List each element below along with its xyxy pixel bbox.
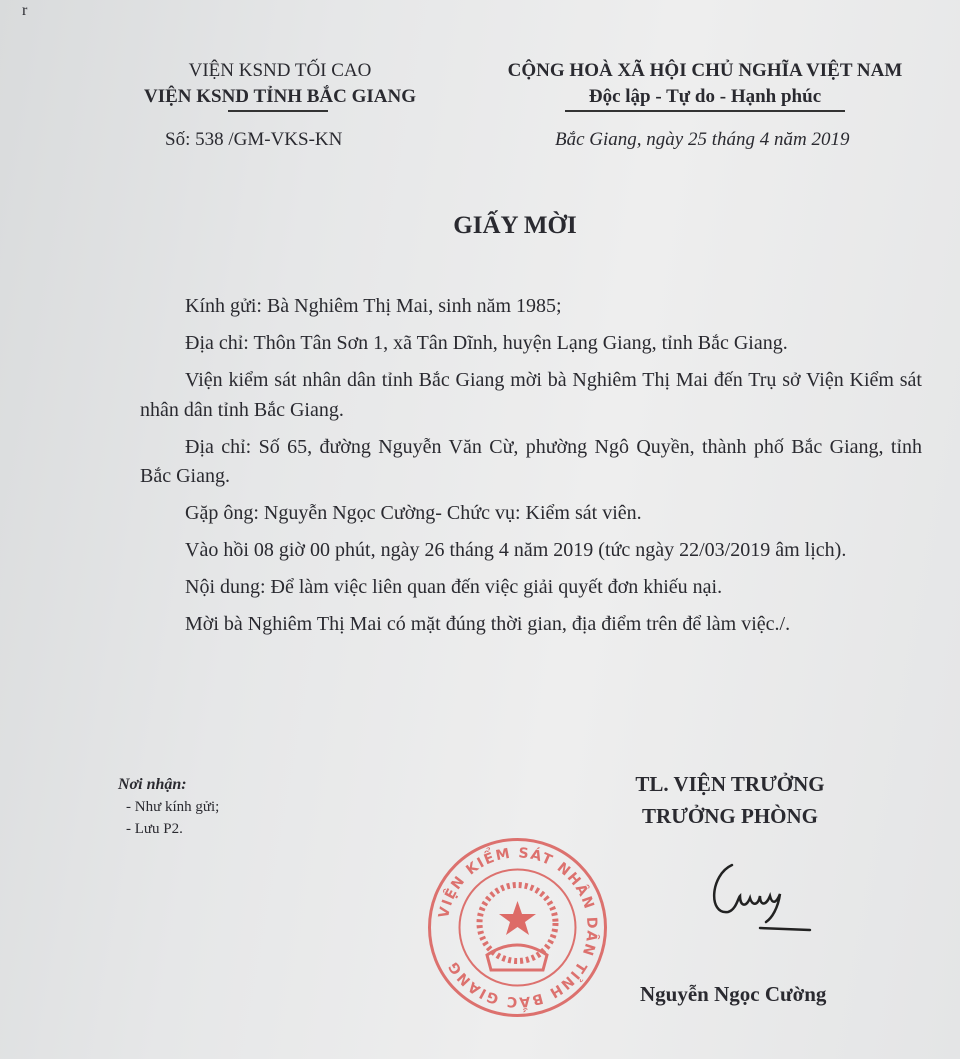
paragraph: Kính gửi: Bà Nghiêm Thị Mai, sinh năm 1985;: [185, 295, 562, 317]
signature-line2: TRƯỞNG PHÒNG: [642, 804, 818, 828]
paragraph: Địa chỉ: Số 65, đường Nguyễn Văn Cừ, phường Ngô Quyền, thành phố Bắc Giang, tỉnh Bắc Giang.: [140, 435, 922, 487]
paragraph: Gặp ông: Nguyễn Ngọc Cường- Chức vụ: Kiểm sát viên.: [185, 502, 642, 524]
agency-name: VIỆN KSND TỈNH BẮC GIANG: [143, 86, 417, 107]
header-left: [100, 58, 460, 110]
paragraph: Mời bà Nghiêm Thị Mai có mặt đúng thời gian, địa điểm trên để làm việc./.: [185, 613, 791, 635]
recipients-label: Nơi nhận:: [118, 776, 187, 793]
paragraph: Viện kiểm sát nhân dân tỉnh Bắc Giang mời bà Nghiêm Thị Mai đến Trụ sở Viện Kiểm sát nhân dân tỉnh Bắc Giang.: [140, 369, 922, 421]
recipients: [118, 774, 219, 840]
recipient-item: - Như kính gửi;: [126, 799, 220, 815]
signer-name: Nguyễn Ngọc Cường: [640, 982, 827, 1006]
signature-line1: TL. VIỆN TRƯỞNG: [635, 772, 825, 796]
nation-name: CỘNG HOÀ XÃ HỘI CHỦ NGHĨA VIỆT NAM: [507, 60, 903, 81]
agency-parent: VIỆN KSND TỐI CAO: [188, 60, 372, 81]
paragraph: Địa chỉ: Thôn Tân Sơn 1, xã Tân Dĩnh, huyện Lạng Giang, tỉnh Bắc Giang.: [185, 332, 788, 354]
paragraph: Nội dung: Để làm việc liên quan đến việc giải quyết đơn khiếu nại.: [185, 576, 723, 598]
header-right: [465, 58, 945, 110]
motto-underline: [565, 110, 845, 112]
corner-mark: r: [22, 2, 28, 19]
document-number: Số: 538 /GM-VKS-KN: [165, 129, 343, 150]
stamp-text: VIỆN KIỂM SÁT NHÂN DÂN TỈNH BẮC GIANG: [436, 845, 600, 1010]
signature-title: [590, 768, 870, 832]
place-date: Bắc Giang, ngày 25 tháng 4 năm 2019: [555, 129, 850, 150]
document-body: [140, 292, 922, 647]
document-title: GIẤY MỜI: [453, 212, 577, 239]
official-stamp: [425, 835, 610, 1020]
recipient-item: - Lưu P2.: [126, 821, 183, 837]
handwritten-signature: [700, 860, 820, 940]
paragraph: Vào hồi 08 giờ 00 phút, ngày 26 tháng 4 năm 2019 (tức ngày 22/03/2019 âm lịch).: [185, 539, 847, 561]
agency-underline: [228, 110, 328, 112]
motto: Độc lập - Tự do - Hạnh phúc: [588, 86, 822, 107]
star-icon: [499, 901, 536, 935]
